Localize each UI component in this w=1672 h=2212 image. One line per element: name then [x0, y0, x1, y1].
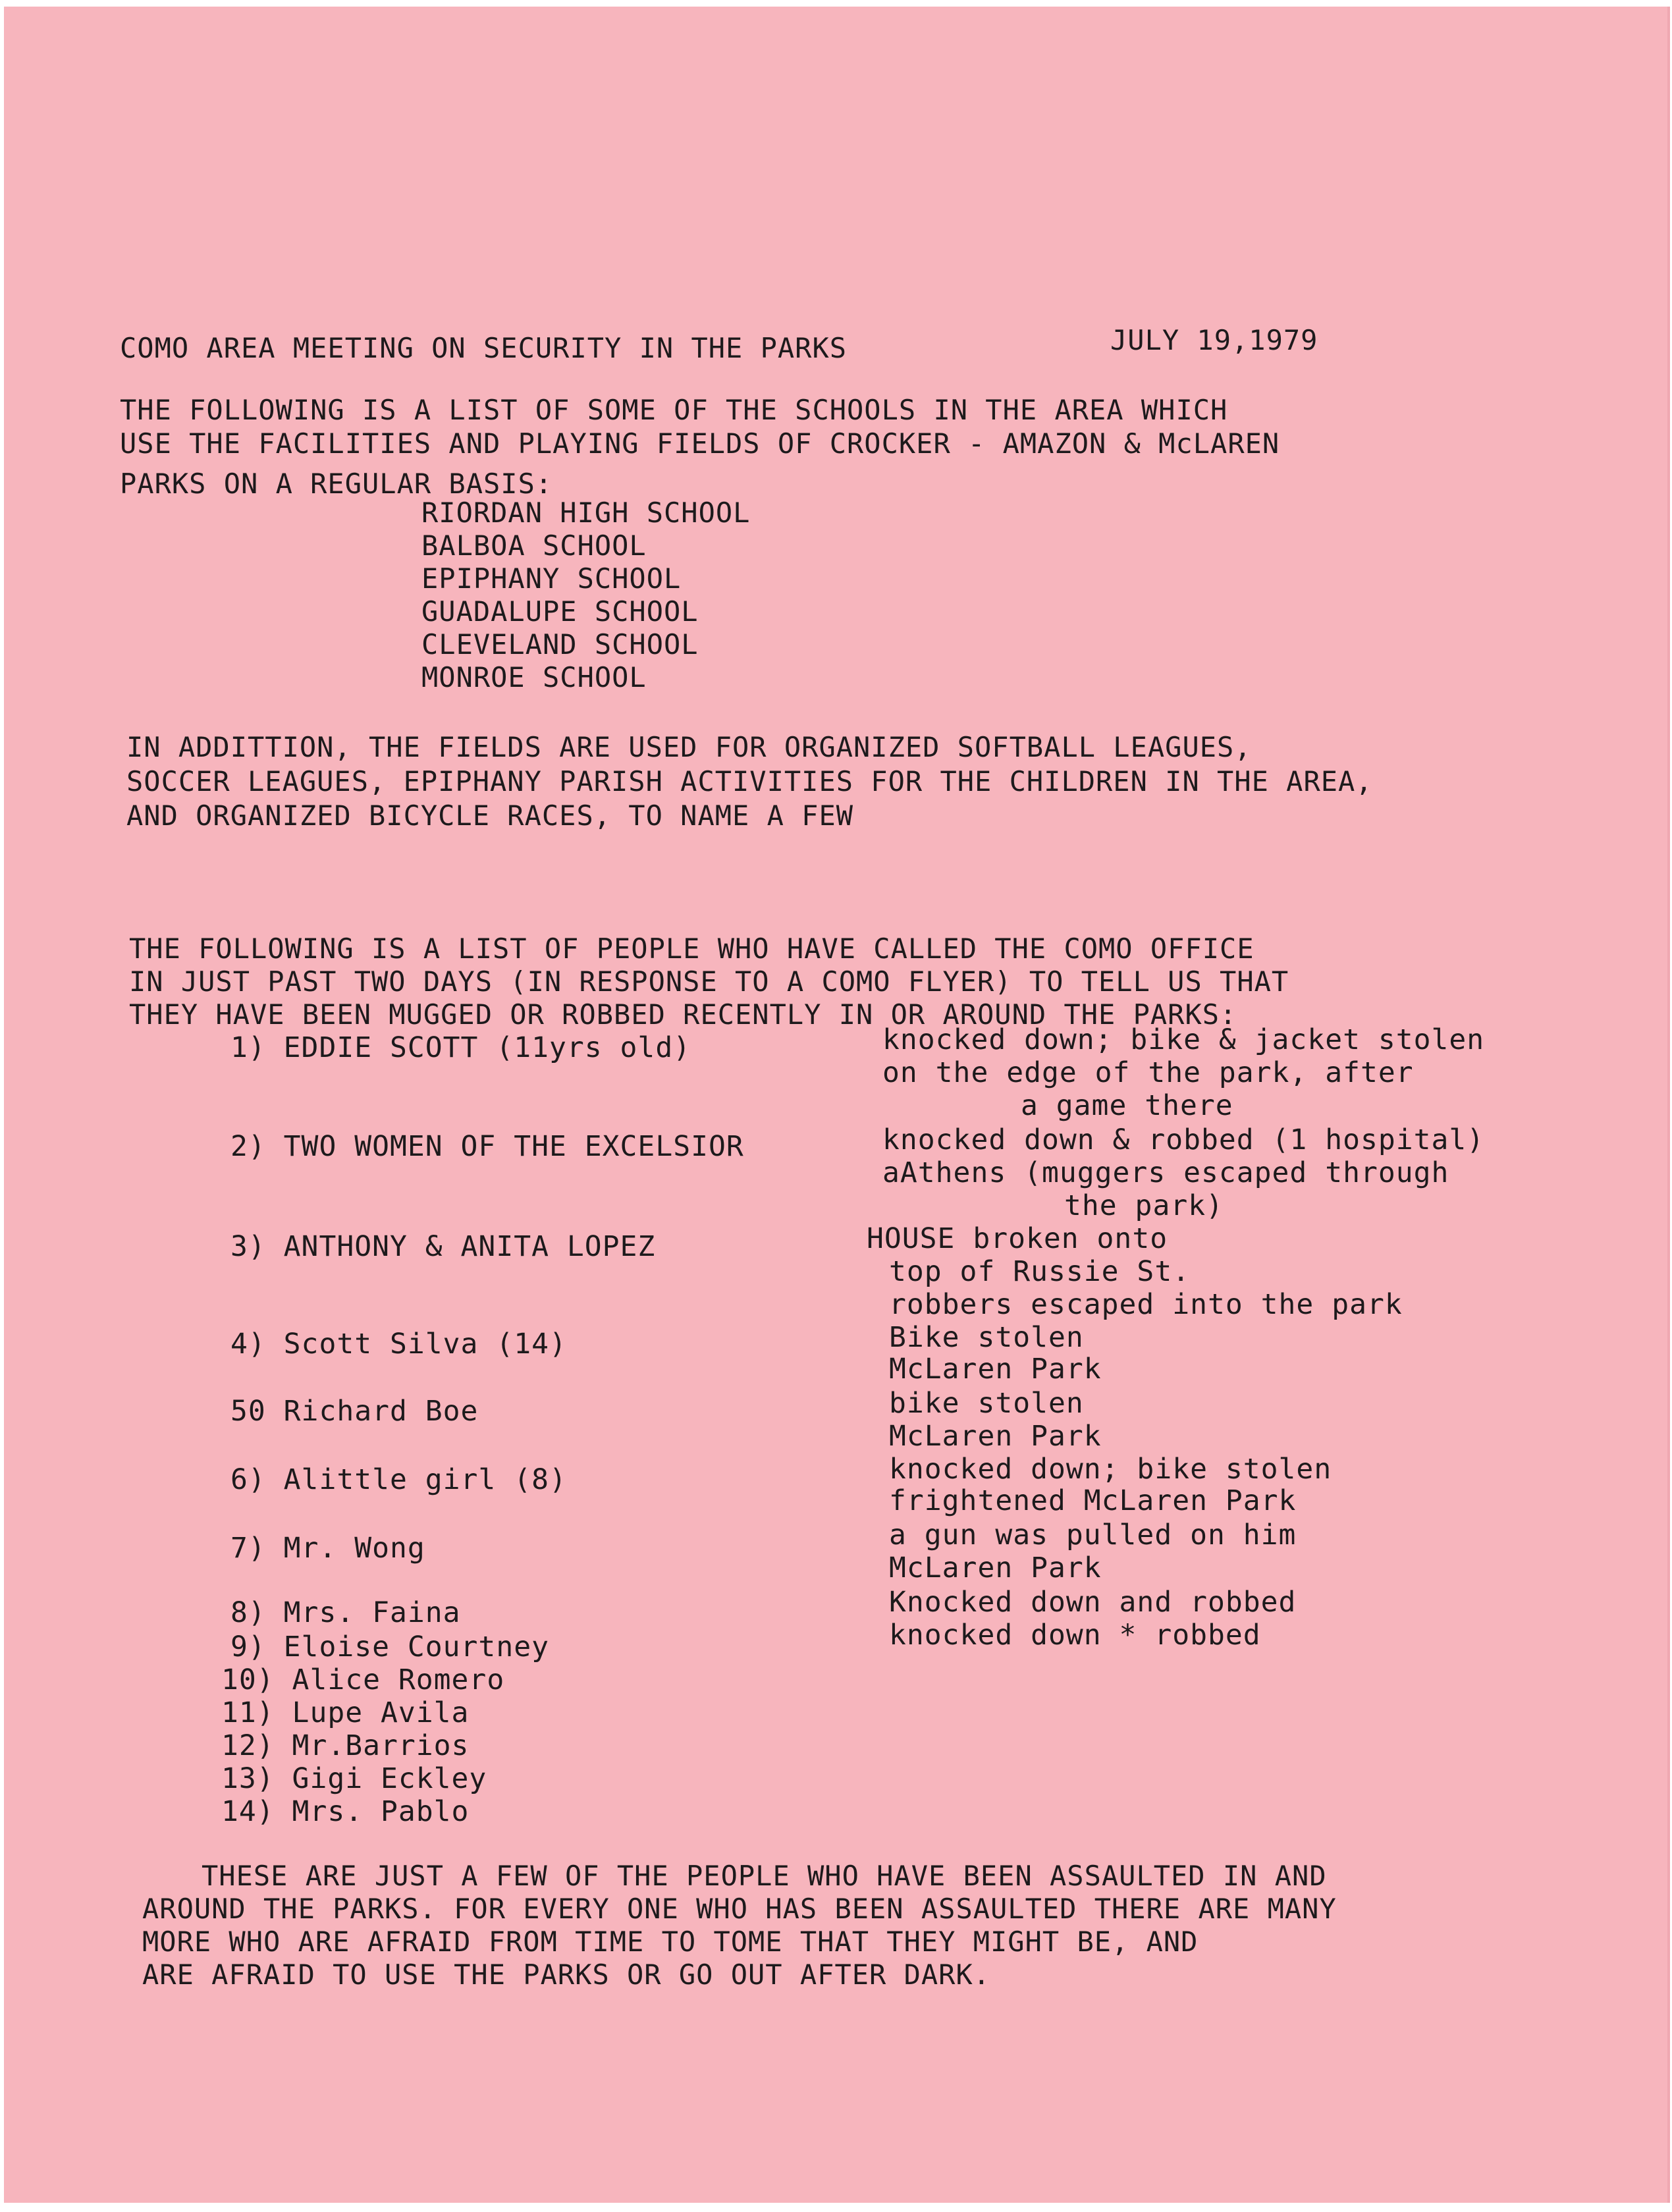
- schools-intro-line: USE THE FACILITIES AND PLAYING FIELDS OF CROCKER - AMAZON & McLAREN: [120, 427, 1280, 460]
- document-page: [4, 7, 1670, 2203]
- closing-paragraph-line: AROUND THE PARKS. FOR EVERY ONE WHO HAS BEEN ASSAULTED THERE ARE MANY: [142, 1893, 1337, 1925]
- person-entry: 50 Richard Boe: [230, 1395, 479, 1428]
- addition-paragraph-line: SOCCER LEAGUES, EPIPHANY PARISH ACTIVITIES FOR THE CHILDREN IN THE AREA,: [126, 765, 1373, 797]
- incident-line: a gun was pulled on him: [889, 1519, 1297, 1551]
- closing-paragraph-line: ARE AFRAID TO USE THE PARKS OR GO OUT AFTER DARK.: [142, 1958, 991, 1991]
- incident-line: knocked down; bike & jacket stolen: [882, 1023, 1485, 1056]
- person-entry: 3) ANTHONY & ANITA LOPEZ: [230, 1230, 656, 1263]
- incident-line: McLaren Park: [889, 1551, 1102, 1584]
- person-entry: 13) Gigi Eckley: [221, 1762, 487, 1795]
- incident-line: bike stolen: [889, 1387, 1084, 1420]
- person-entry: 9) Eloise Courtney: [230, 1631, 549, 1663]
- person-entry: 7) Mr. Wong: [230, 1532, 425, 1565]
- document-title: COMO AREA MEETING ON SECURITY IN THE PARKS: [120, 332, 848, 364]
- person-entry: 8) Mrs. Faina: [230, 1596, 461, 1629]
- person-entry: 10) Alice Romero: [221, 1663, 505, 1696]
- document-date: JULY 19,1979: [1110, 324, 1318, 356]
- incident-line: Knocked down and robbed: [889, 1586, 1297, 1619]
- people-intro-line: THEY HAVE BEEN MUGGED OR ROBBED RECENTLY IN OR AROUND THE PARKS:: [129, 998, 1237, 1031]
- addition-paragraph-line: IN ADDITTION, THE FIELDS ARE USED FOR ORGANIZED SOFTBALL LEAGUES,: [126, 731, 1252, 763]
- incident-line: McLaren Park: [889, 1353, 1102, 1386]
- incident-line: aAthens (muggers escaped through: [882, 1156, 1449, 1189]
- school-list-item: BALBOA SCHOOL: [421, 529, 647, 562]
- addition-paragraph-line: AND ORGANIZED BICYCLE RACES, TO NAME A FEW: [126, 799, 854, 832]
- incident-line: knocked down & robbed (1 hospital): [882, 1123, 1485, 1156]
- school-list-item: RIORDAN HIGH SCHOOL: [421, 497, 751, 529]
- incident-line: HOUSE broken onto: [867, 1222, 1168, 1255]
- school-list-item: GUADALUPE SCHOOL: [421, 595, 699, 628]
- people-intro-line: THE FOLLOWING IS A LIST OF PEOPLE WHO HAVE CALLED THE COMO OFFICE: [129, 932, 1254, 965]
- person-entry: 1) EDDIE SCOTT (11yrs old): [230, 1031, 691, 1064]
- people-intro-line: IN JUST PAST TWO DAYS (IN RESPONSE TO A COMO FLYER) TO TELL US THAT: [129, 965, 1289, 998]
- person-entry: 4) Scott Silva (14): [230, 1328, 567, 1361]
- incident-line: the park): [1064, 1189, 1224, 1222]
- incident-line: knocked down; bike stolen: [889, 1453, 1332, 1486]
- closing-paragraph-line: MORE WHO ARE AFRAID FROM TIME TO TOME THAT THEY MIGHT BE, AND: [142, 1926, 1199, 1958]
- person-entry: 6) Alittle girl (8): [230, 1463, 567, 1496]
- person-entry: 11) Lupe Avila: [221, 1696, 470, 1729]
- school-list-item: CLEVELAND SCHOOL: [421, 628, 699, 661]
- school-list-item: MONROE SCHOOL: [421, 661, 647, 693]
- person-entry: 12) Mr.Barrios: [221, 1729, 470, 1762]
- incident-line: knocked down * robbed: [889, 1619, 1261, 1652]
- incident-line: McLaren Park: [889, 1420, 1102, 1453]
- schools-intro-line: PARKS ON A REGULAR BASIS:: [120, 468, 553, 500]
- incident-line: top of Russie St.: [889, 1255, 1191, 1288]
- schools-intro-line: THE FOLLOWING IS A LIST OF SOME OF THE SCHOOLS IN THE AREA WHICH: [120, 394, 1228, 426]
- incident-line: Bike stolen: [889, 1321, 1084, 1354]
- person-entry: 14) Mrs. Pablo: [221, 1795, 470, 1828]
- incident-line: robbers escaped into the park: [889, 1288, 1403, 1321]
- incident-line: on the edge of the park, after: [882, 1056, 1414, 1089]
- closing-paragraph-line: THESE ARE JUST A FEW OF THE PEOPLE WHO HAVE BEEN ASSAULTED IN AND: [202, 1860, 1327, 1892]
- school-list-item: EPIPHANY SCHOOL: [421, 562, 682, 595]
- person-entry: 2) TWO WOMEN OF THE EXCELSIOR: [230, 1130, 744, 1163]
- incident-line: frightened McLaren Park: [889, 1484, 1297, 1517]
- incident-line: a game there: [1021, 1089, 1233, 1122]
